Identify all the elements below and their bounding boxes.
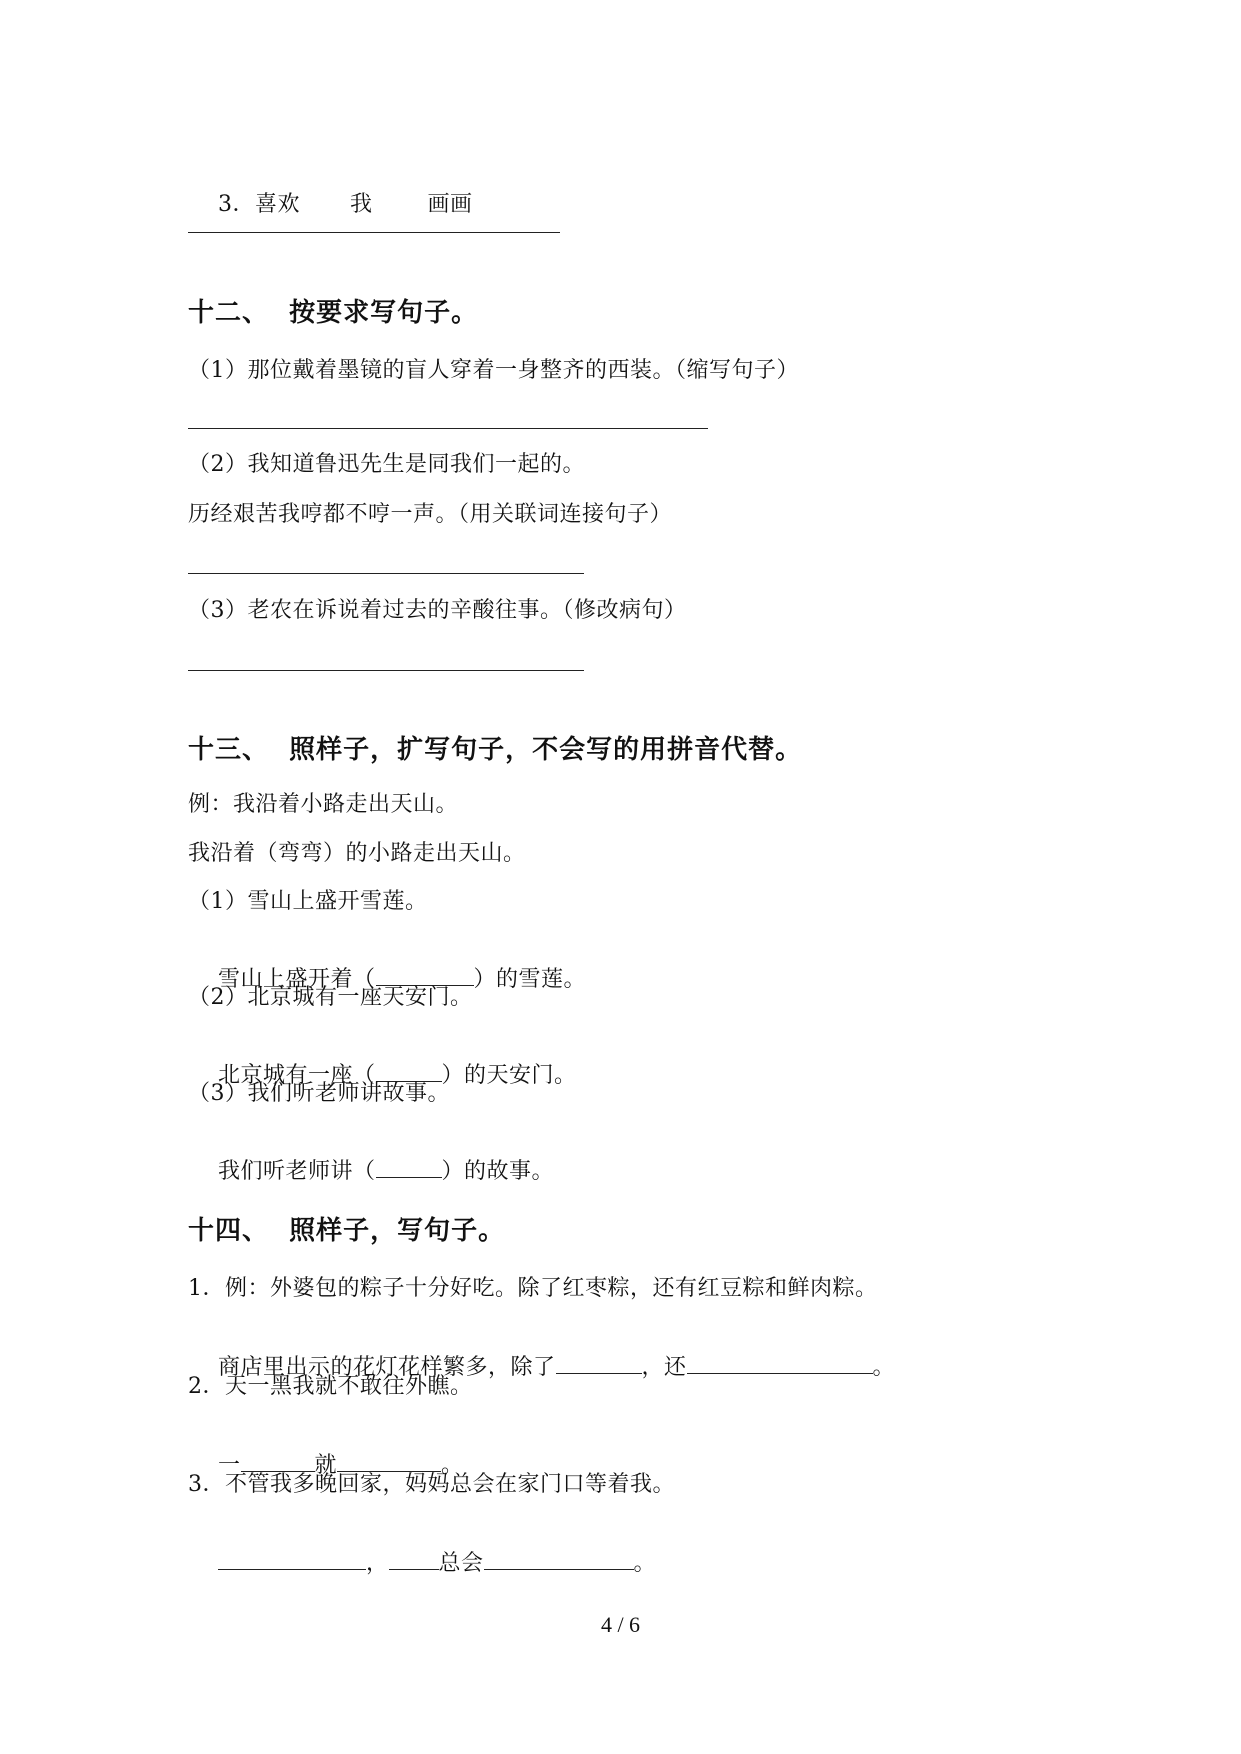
sec13-item-2-prefix: 北京城有一座（: [217, 1063, 376, 1088]
sec14-line-4-mid: 就: [314, 1453, 338, 1478]
sec14-line-4-prefix: 一: [217, 1453, 241, 1478]
fill-blank-9[interactable]: [389, 1549, 439, 1570]
q11-word-2: 我: [350, 192, 373, 217]
answer-line-sec12-1[interactable]: [188, 428, 708, 429]
sec14-line-3: 2．天一黑我就不敢往外瞧。: [188, 1374, 473, 1399]
sec13-item-1-suffix: ）的雪莲。: [473, 967, 587, 992]
fill-blank-8[interactable]: [218, 1549, 366, 1570]
fill-blank-6[interactable]: [241, 1451, 315, 1472]
sec14-line-4-end: 。: [441, 1453, 464, 1478]
sec14-line-2-prefix: 商店里出示的花灯花样繁多，除了: [217, 1355, 556, 1380]
sec12-item-1: （1）那位戴着墨镜的盲人穿着一身整齐的西装。（缩写句子）: [188, 358, 799, 383]
sec13-item-1-prefix: 雪山上盛开着（: [217, 967, 376, 992]
sec14-line-6: [188, 1519, 656, 1609]
answer-line-q11[interactable]: [188, 232, 560, 233]
sec13-item-2: （2）北京城有一座天安门。: [188, 985, 473, 1010]
sec12-item-3: （3）老农在诉说着过去的辛酸往事。（修改病句）: [188, 598, 687, 623]
sec13-item-3-prefix: 我们听老师讲（: [217, 1159, 376, 1184]
sec14-line-5: 3．不管我多晚回家，妈妈总会在家门口等着我。: [188, 1472, 675, 1497]
fill-blank-10[interactable]: [484, 1549, 634, 1570]
q11-word-1: 喜欢: [254, 192, 300, 217]
sec13-item-1: （1）雪山上盛开雪莲。: [188, 889, 428, 914]
section-12-title: 十二、 按要求写句子。: [188, 298, 479, 328]
section-14-title: 十四、 照样子，写句子。: [188, 1216, 506, 1246]
sec13-item-3-suffix: ）的故事。: [441, 1159, 555, 1184]
fill-blank-7[interactable]: [337, 1451, 441, 1472]
q11-item-3: [188, 160, 473, 250]
page-number: 4 / 6: [600, 1612, 641, 1637]
answer-line-sec12-3[interactable]: [188, 670, 584, 671]
sec13-item-3-answer: [188, 1127, 554, 1217]
answer-line-sec12-2[interactable]: [188, 573, 584, 574]
sec14-line-1: 1．例：外婆包的粽子十分好吃。除了红枣粽，还有红豆粽和鲜肉粽。: [188, 1276, 878, 1301]
fill-blank-4[interactable]: [556, 1353, 642, 1374]
section-13-title: 十三、 照样子，扩写句子，不会写的用拼音代替。: [188, 735, 803, 765]
fill-blank-5[interactable]: [687, 1353, 873, 1374]
sec12-item-2a: （2）我知道鲁迅先生是同我们一起的。: [188, 452, 585, 477]
sec12-item-2b: 历经艰苦我哼都不哼一声。（用关联词连接句子）: [188, 502, 673, 527]
sec14-line-6-comma: ，: [365, 1551, 389, 1576]
fill-blank-3[interactable]: [376, 1157, 442, 1178]
sec14-line-6-mid: 总会: [438, 1551, 484, 1576]
sec13-example-2: 我沿着（弯弯）的小路走出天山。: [188, 841, 526, 866]
sec14-line-2-mid: ，还: [641, 1355, 687, 1380]
sec13-item-3: （3）我们听老师讲故事。: [188, 1081, 450, 1106]
q11-item-3-number: 3．: [217, 192, 255, 217]
sec13-example-1: 例：我沿着小路走出天山。: [188, 792, 459, 817]
sec13-item-2-suffix: ）的天安门。: [441, 1063, 577, 1088]
sec14-line-2-end: 。: [872, 1355, 896, 1380]
sec14-line-6-end: 。: [633, 1551, 657, 1576]
q11-word-3: 画画: [427, 192, 473, 217]
